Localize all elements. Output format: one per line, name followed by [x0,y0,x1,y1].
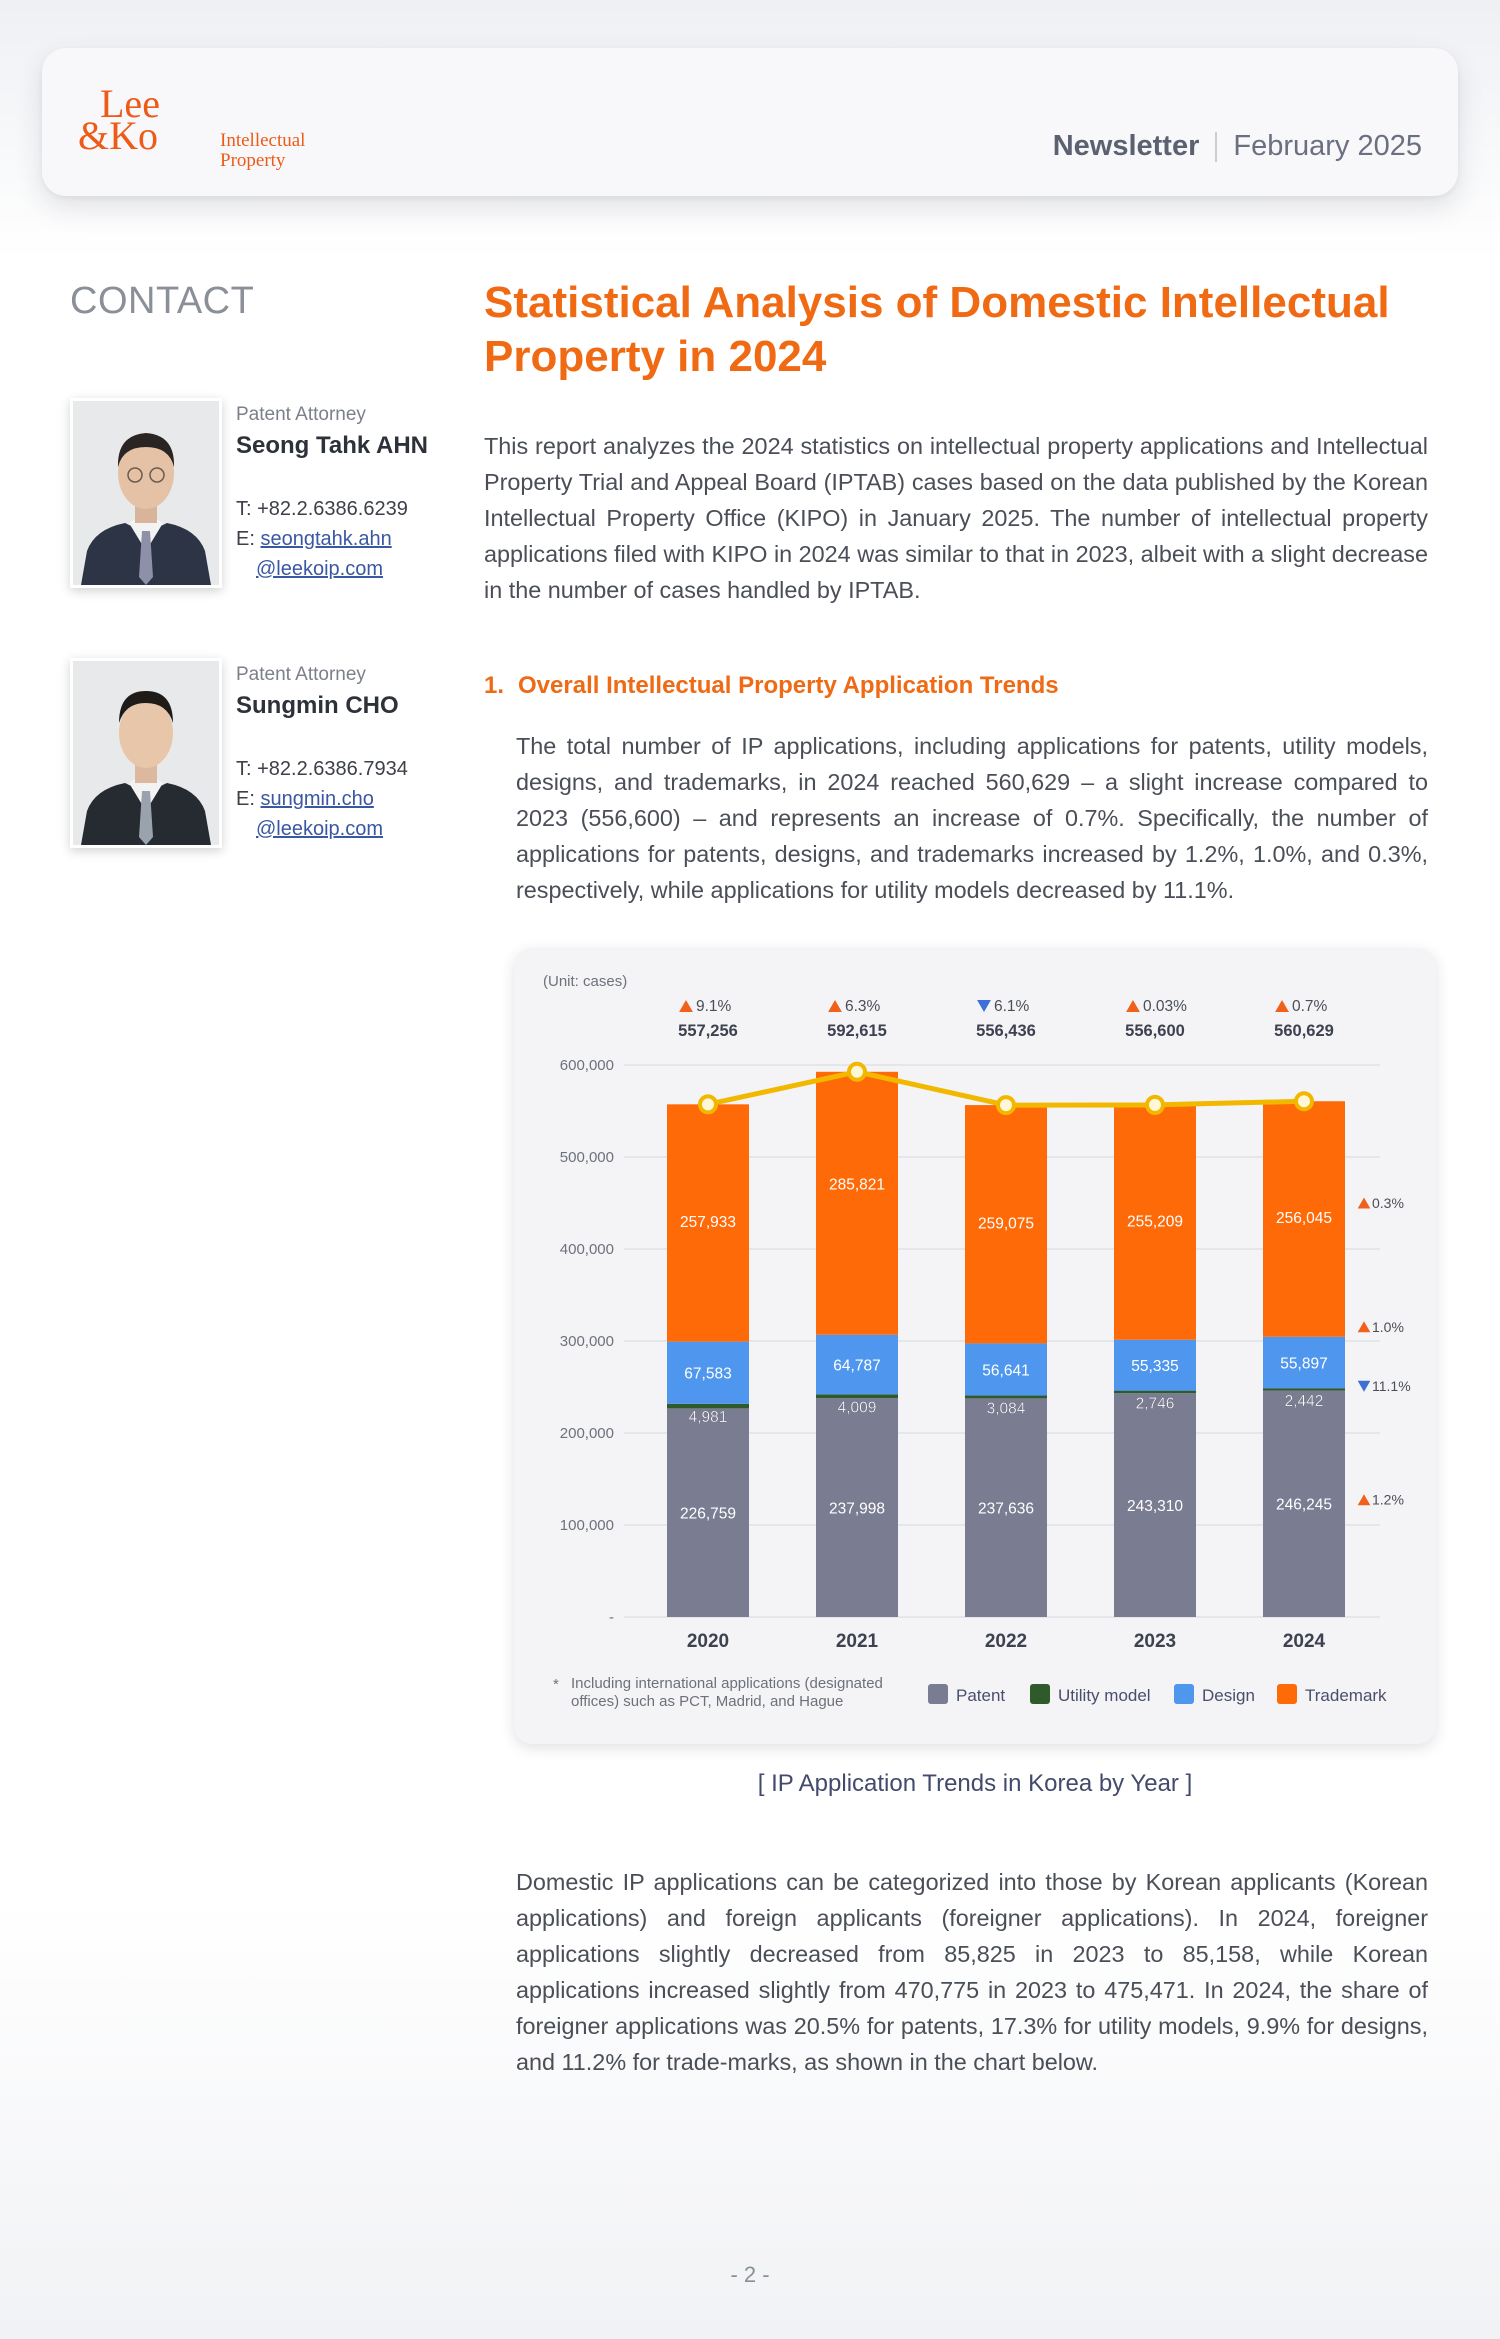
footnote-marker: * [553,1676,559,1693]
total-change-label: 9.1% [696,998,732,1015]
y-tick-label: 600,000 [559,1057,614,1074]
section-heading [484,672,1059,700]
attorney-photo [70,398,222,588]
email-link-domain[interactable]: @leekoip.com [256,558,384,580]
total-point [700,1096,716,1112]
data-label: 55,897 [1280,1355,1328,1373]
bar-utility-model [1114,1391,1196,1394]
up-triangle-icon [1358,1494,1371,1505]
data-label: 257,933 [679,1213,737,1231]
legend-label: Utility model [1058,1686,1151,1705]
legend-swatch [1174,1684,1194,1704]
data-label: 3,084 [986,1400,1026,1418]
contact-name: Sungmin CHO [236,692,399,719]
data-label: 2,442 [1284,1393,1324,1411]
lee-ko-logo [78,81,308,174]
logo-lee: Lee [100,81,160,126]
data-label: 237,636 [977,1500,1035,1518]
section-paragraph: The total number of IP applications, including applications for patents, utility models, designs, and trademarks, in 2024 reached 560,629 – a slight increase compared to 2023 (556,600) – and represents an increase of 0.7%. Specifically, the number of applications for patents, designs, and trademarks increased by 1.2%, 1.0%, and 0.3%, respectively, while applications for utility models decreased by 11.1%. [516,733,1428,903]
total-change-label: 6.3% [845,998,881,1015]
contact-email-domain-line [256,558,383,581]
intro-paragraph: This report analyzes the 2024 statistics on intellectual property applications and Intellectual Property Trial and Appeal Board (IPTAB) cases based on the data published by the Korean Intellectual Property Office (KIPO) in January 2025. The number of intellectual property applications filed with KIPO in 2024 was similar to that in 2023, albeit with a slight decrease in the number of cases handled by IPTAB. [484,433,1428,603]
article-title: Statistical Analysis of Domestic Intellectual Property in 2024 [484,278,1390,381]
y-tick-label: 500,000 [559,1149,614,1166]
logo-property: Property [220,150,286,171]
x-tick-label: 2020 [686,1631,730,1652]
bar-utility-model [667,1404,749,1409]
series-change-label: 11.1% [1372,1378,1411,1395]
bar-utility-model [965,1396,1047,1399]
data-label: 64,787 [833,1357,881,1375]
up-triangle-icon [679,1000,693,1012]
contact-email-line [236,528,392,551]
total-value-label: 556,436 [976,1022,1036,1040]
data-label: 246,245 [1275,1496,1333,1514]
total-point [849,1064,865,1080]
email-link-user[interactable]: seongtahk.ahn [260,528,392,550]
series-change-label: 1.2% [1372,1491,1404,1508]
legend-label: Design [1202,1686,1255,1705]
y-tick-label: 200,000 [559,1425,614,1442]
section-number: 1. [484,672,505,699]
chart-unit-label: (Unit: cases) [543,973,628,990]
bar-utility-model [816,1394,898,1398]
header-divider [1215,132,1217,162]
section-title: Overall Intellectual Property Application Trends [518,672,1059,699]
up-triangle-icon [1358,1198,1371,1209]
total-change-label: 6.1% [994,998,1030,1015]
legend-swatch [1030,1684,1050,1704]
contact-email-domain-line [256,818,383,841]
email-prefix: E: [236,788,255,810]
total-point [1147,1097,1163,1113]
total-value-label: 592,615 [827,1022,887,1040]
y-tick-label: - [609,1609,614,1626]
y-tick-label: 400,000 [559,1241,614,1258]
email-link-domain[interactable]: @leekoip.com [256,818,384,840]
up-triangle-icon [828,1000,842,1012]
chart-caption: [ IP Application Trends in Korea by Year ] [757,1770,1193,1797]
y-tick-label: 300,000 [559,1333,614,1350]
legend-swatch [928,1684,948,1704]
total-value-label: 560,629 [1274,1022,1334,1040]
up-triangle-icon [1358,1321,1371,1332]
total-point [1296,1093,1312,1109]
data-label: 285,821 [828,1176,886,1194]
up-triangle-icon [1126,1000,1140,1012]
data-label: 2,746 [1135,1395,1175,1413]
contact-role: Patent Attorney [236,664,366,685]
bar-utility-model [1263,1388,1345,1390]
section-paragraph-2: Domestic IP applications can be categorized into those by Korean applicants (Korean applications) and foreign applicants (foreigner applications). In 2024, foreigner applications slightly decreased from 85,825 in 2023 to 85,158, while Korean applications increased slightly from 470,775 in 2023 to 475,471. In 2024, the share of foreigner applications was 20.5% for patents, 17.3% for utility models, 9.9% for designs, and 11.2% for trade-marks, as shown in the chart below. [516,1869,1428,2075]
up-triangle-icon [1275,1000,1289,1012]
down-triangle-icon [1358,1381,1371,1392]
contact-role: Patent Attorney [236,404,366,425]
data-label: 56,641 [982,1362,1030,1380]
x-tick-label: 2021 [835,1631,879,1652]
series-change-label: 1.0% [1372,1318,1404,1335]
data-label: 256,045 [1275,1210,1333,1228]
total-value-label: 557,256 [678,1022,738,1040]
contact-email-line [236,788,374,811]
contact-name: Seong Tahk AHN [236,432,429,459]
newsletter-label: Newsletter [1052,130,1200,162]
contact-phone: T: +82.2.6386.7934 [236,758,408,780]
total-change-label: 0.7% [1292,998,1328,1015]
footnote-line: offices) such as PCT, Madrid, and Hague [571,1693,844,1710]
email-prefix: E: [236,528,255,550]
data-label: 4,981 [688,1408,728,1426]
down-triangle-icon [977,1000,991,1012]
total-change-label: 0.03% [1143,998,1187,1015]
data-label: 237,998 [828,1500,886,1518]
issue-date: February 2025 [1233,130,1422,162]
data-label: 243,310 [1126,1498,1184,1516]
ip-applications-chart [514,948,1436,1744]
email-link-user[interactable]: sungmin.cho [260,788,374,810]
bar-trademark [816,1072,898,1335]
data-label: 255,209 [1126,1213,1184,1231]
logo-intellectual: Intellectual [220,130,306,151]
series-change-label: 0.3% [1372,1195,1404,1212]
data-label: 4,009 [837,1399,877,1417]
issue-info [1053,130,1422,163]
logo-ko: &Ko [78,113,158,158]
legend-swatch [1277,1684,1297,1704]
contact-phone: T: +82.2.6386.6239 [236,498,408,520]
data-label: 259,075 [977,1215,1035,1233]
page-number: - 2 - [730,2262,770,2287]
x-tick-label: 2024 [1282,1631,1326,1652]
total-value-label: 556,600 [1125,1022,1185,1040]
attorney-photo [70,658,222,848]
y-tick-label: 100,000 [559,1517,614,1534]
x-tick-label: 2022 [984,1631,1028,1652]
newsletter-header [42,48,1458,196]
chart-svg [514,948,1436,1744]
footnote-line: Including international applications (designated [571,1675,883,1692]
contact-heading: CONTACT [70,280,255,322]
x-tick-label: 2023 [1133,1631,1177,1652]
total-point [998,1097,1014,1113]
data-label: 67,583 [684,1365,732,1383]
data-label: 226,759 [679,1505,737,1523]
legend-label: Patent [956,1686,1006,1705]
legend-label: Trademark [1305,1686,1387,1705]
data-label: 55,335 [1131,1358,1179,1376]
